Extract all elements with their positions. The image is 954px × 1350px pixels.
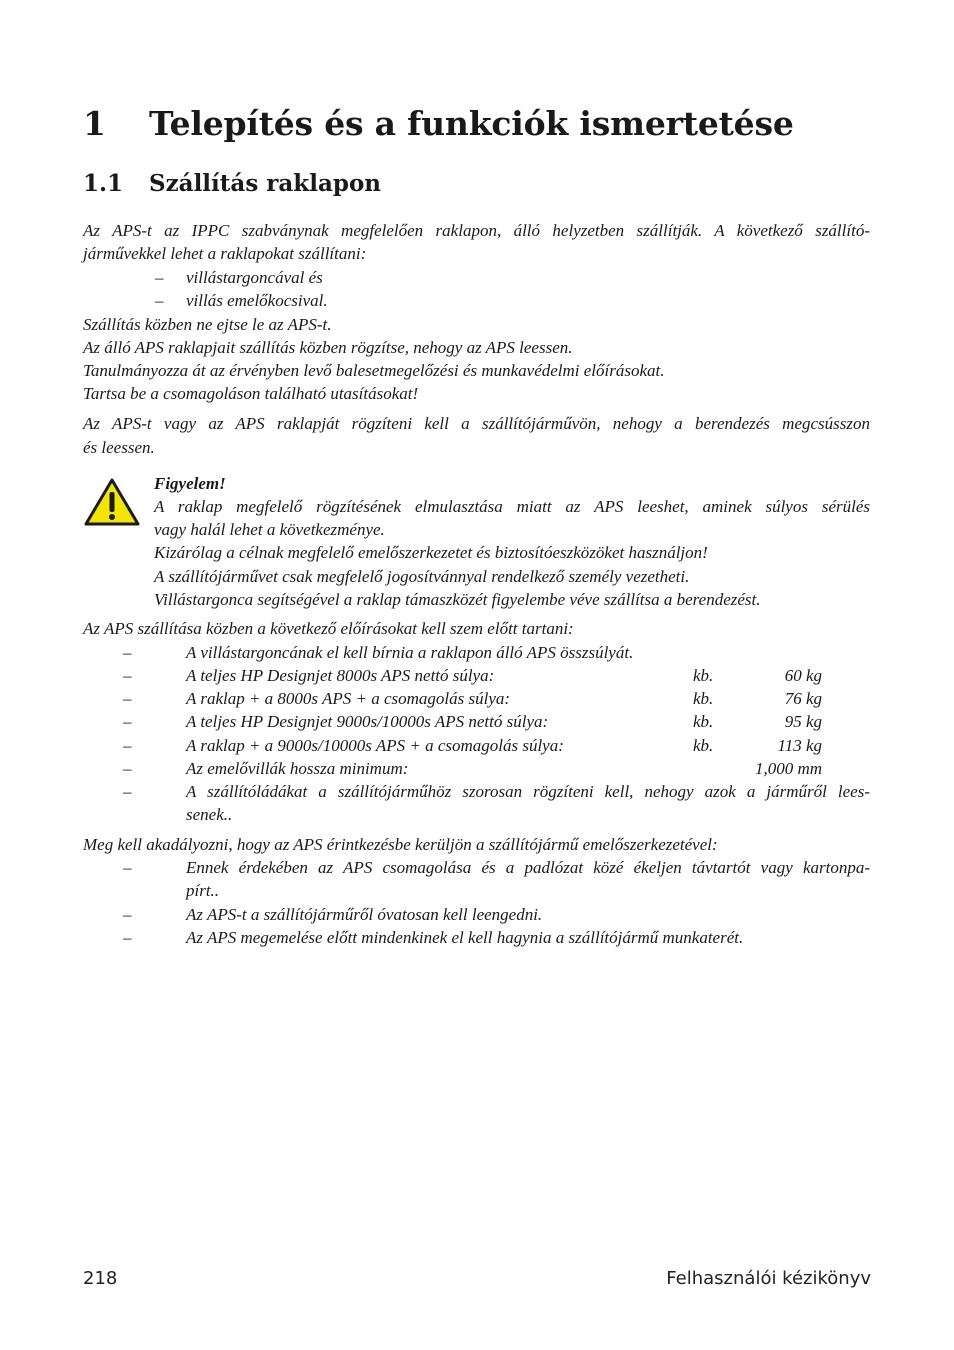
list-dash: – <box>155 268 164 287</box>
para2-line-2: és leessen. <box>83 438 155 457</box>
list-item: villás emelőkocsival. <box>186 291 328 310</box>
weight-value: 95 kg <box>784 712 822 731</box>
intro-text-line: Tanulmányozza át az érvényben levő balesetmegelőzési és munkavédelmi előírásokat. <box>83 361 665 380</box>
fork-label: Az emelővillák hossza minimum: <box>186 759 409 778</box>
prevent-intro: Meg kell akadályozni, hogy az APS érintkezésbe kerüljön a szállítójármű emelőszerkezetével: <box>83 835 718 854</box>
manual-title: Felhasználói kézikönyv <box>666 1268 871 1289</box>
intro-text-line: Szállítás közben ne ejtse le az APS-t. <box>83 315 332 334</box>
list-dash: – <box>123 712 132 731</box>
warning-line-2: vagy halál lehet a következménye. <box>154 520 385 539</box>
weight-label: A raklap + a 9000s/10000s APS + a csomagolás súlya: <box>186 736 564 755</box>
warning-line-1: A raklap megfelelő rögzítésének elmulasztása miatt az APS leeshet, aminek súlyos sérülés <box>154 497 870 516</box>
para2-line-1: Az APS-t vagy az APS raklapját rögzíteni kell a szállítójárművön, nehogy a berendezés megcsússzon <box>83 414 870 433</box>
intro-line-2: járművekkel lehet a raklapokat szállítani: <box>83 244 367 263</box>
list-item: villástargoncával és <box>186 268 323 287</box>
weight-kb: kb. <box>693 712 714 731</box>
chapter-number: 1 <box>83 104 106 143</box>
page-number: 218 <box>83 1268 118 1289</box>
list-dash: – <box>123 666 132 685</box>
list-dash: – <box>123 736 132 755</box>
warning-triangle-icon <box>84 478 140 526</box>
prevent-item-1-line-2: pírt.. <box>186 881 220 900</box>
rules-intro: Az APS szállítása közben a következő előírásokat kell szem előtt tartani: <box>83 619 574 638</box>
intro-text-line: Az álló APS raklapjait szállítás közben rögzítse, nehogy az APS leessen. <box>83 338 573 357</box>
prevent-item-2: Az APS-t a szállítójárműről óvatosan kell leengedni. <box>186 905 543 924</box>
weight-label: A raklap + a 8000s APS + a csomagolás súlya: <box>186 689 511 708</box>
weight-kb: kb. <box>693 736 714 755</box>
list-dash: – <box>155 291 164 310</box>
section-title: Szállítás raklapon <box>149 170 382 197</box>
prevent-item-3: Az APS megemelése előtt mindenkinek el kell hagynia a szállítójármű munkaterét. <box>186 928 744 947</box>
weight-kb: kb. <box>693 689 714 708</box>
section-heading <box>83 170 381 197</box>
list-dash: – <box>123 928 132 947</box>
chapter-title: Telepítés és a funkciók ismertetése <box>149 104 794 143</box>
chapter-heading <box>83 104 794 143</box>
weight-label: A teljes HP Designjet 8000s APS nettó súlya: <box>186 666 495 685</box>
list-dash: – <box>123 689 132 708</box>
warning-line-4: A szállítójárművet csak megfelelő jogosítvánnyal rendelkező személy vezetheti. <box>154 567 690 586</box>
weight-label: A teljes HP Designjet 9000s/10000s APS nettó súlya: <box>186 712 549 731</box>
list-dash: – <box>123 759 132 778</box>
weight-kb: kb. <box>693 666 714 685</box>
intro-text-line: Tartsa be a csomagoláson található utasításokat! <box>83 384 419 403</box>
warning-line-5: Villástargonca segítségével a raklap támaszközét figyelembe véve szállítsa a berendezést. <box>154 590 761 609</box>
weight-value: 76 kg <box>784 689 822 708</box>
warning-title: Figyelem! <box>154 474 226 493</box>
weight-value: 113 kg <box>777 736 822 755</box>
section-number: 1.1 <box>83 170 124 197</box>
list-dash: – <box>123 782 132 801</box>
list-dash: – <box>123 643 132 662</box>
list-dash: – <box>123 905 132 924</box>
prevent-item-1-line-1: Ennek érdekében az APS csomagolása és a padlózat közé ékeljen távtartót vagy kartonpa- <box>186 858 870 877</box>
weight-value: 60 kg <box>784 666 822 685</box>
rules-last-line-2: senek.. <box>186 805 233 824</box>
rules-last-line-1: A szállítóládákat a szállítójárműhöz szorosan rögzíteni kell, nehogy azok a járműről lees- <box>186 782 870 801</box>
fork-value: 1,000 mm <box>754 759 822 778</box>
list-dash: – <box>123 858 132 877</box>
intro-line-1: Az APS-t az IPPC szabványnak megfelelően raklapon, álló helyzetben szállítják. A következő szállító- <box>83 221 870 240</box>
rules-item-1: A villástargoncának el kell bírnia a raklapon álló APS összsúlyát. <box>186 643 634 662</box>
warning-line-3: Kizárólag a célnak megfelelő emelőszerkezetet és biztosítóeszközöket használjon! <box>154 543 708 562</box>
